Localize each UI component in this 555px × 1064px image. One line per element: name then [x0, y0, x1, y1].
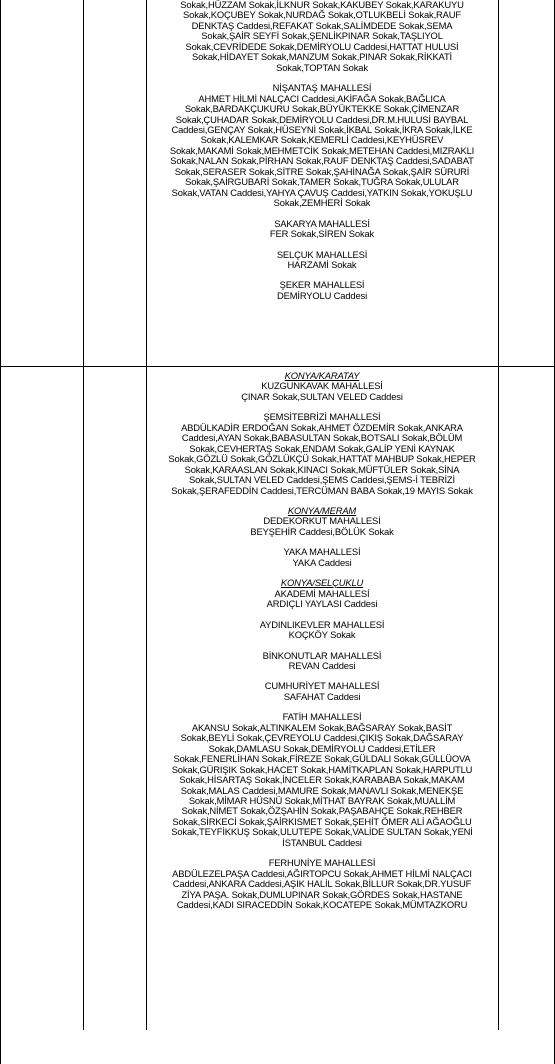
neighborhood-title: FATİH MAHALLESİ [282, 711, 362, 723]
street-list-line: DEMİRYOLU Caddesi [276, 289, 368, 301]
street-list-line: Sokak,NALAN Sokak,PİRHAN Sokak,RAUF DENKTAŞ Caddesi,SADABAT [170, 155, 474, 167]
neighborhood-block [146, 412, 498, 496]
street-list-line: Sokak,HİDAYET Sokak,MANZUM Sokak,PINAR Sokak,RİKKATİ [192, 51, 452, 63]
street-list-line: Sokak,ZEMHERİ Sokak [273, 197, 371, 209]
street-list-line: Sokak,HİSARTAŞ Sokak,İNCELER Sokak,KARABABA Sokak,MAKAM [179, 774, 465, 786]
street-list-line: Sokak,ÇUHADAR Sokak,DEMİRYOLU Caddesi,DR.M.HULUSİ BAYBAL [175, 113, 469, 125]
table-row-divider [0, 366, 555, 367]
street-list-line: Sokak,MALAS Caddesi,MAMURE Sokak,MANAVLI Sokak,MENEKŞE [180, 784, 464, 796]
street-list-line: DENKTAŞ Caddesi,REFAKAT Sokak,SALİMDEDE Sokak,SEMA [191, 19, 453, 31]
street-list-line: Sokak,GÜRIŞIK Sokak,HACET Sokak,HAMİTKAPLAN Sokak,HARPUTLU [171, 763, 473, 775]
street-list-line: Sokak,ŞAİR SEYFİ Sokak,ŞENLİKPINAR Sokak,TAŞLIYOL [201, 30, 443, 42]
neighborhood-block [146, 578, 498, 609]
neighborhood-block [146, 712, 498, 848]
neighborhood-block [146, 219, 498, 240]
street-list-line: Sokak,SERASER Sokak,SİTRE Sokak,ŞAHİNAĞA Sokak,ŞAİR SÜRURİ [174, 165, 470, 177]
street-list-line: YAKA Caddesi [292, 556, 352, 568]
neighborhood-block [146, 0, 498, 73]
street-list-line: ÇINAR Sokak,SULTAN VELED Caddesi [241, 390, 403, 402]
street-list-line: Sokak,VATAN Caddesi,YAHYA ÇAVUŞ Caddesi,YATKIN Sokak,YOKUŞLU [171, 186, 473, 198]
neighborhood-block [146, 651, 498, 672]
street-list-line: Sokak,MİMAR HÜSNÜ Sokak,MİTHAT BAYRAK Sokak,MUALLİM [188, 794, 456, 806]
neighborhood-block [146, 250, 498, 271]
street-list-line: Caddesi,ANKARA Caddesi,AŞIK HALİL Sokak,BİLLUR Sokak,DR.YUSUF [172, 878, 472, 890]
street-list-line: Sokak,BARDAKÇUKURU Sokak,BÜYÜKTEKKE Sokak,ÇİMENZAR [184, 103, 460, 115]
neighborhood-title: NİŞANTAŞ MAHALLESİ [272, 82, 372, 94]
neighborhood-title: SELÇUK MAHALLESİ [276, 248, 368, 260]
street-list-line: Sokak,NİMET Sokak,ÖZŞAHİN Sokak,PAŞABAHÇE Sokak,REHBER [181, 805, 463, 817]
district-heading: KONYA/MERAM [287, 504, 357, 516]
street-list-line: ABDÜLKADİR ERDOĞAN Sokak,AHMET ÖZDEMİR Sokak,ANKARA [181, 421, 463, 433]
district-heading: KONYA/SELÇUKLU [280, 577, 364, 589]
street-list-line: AKANSU Sokak,ALTINKALEM Sokak,BAĞSARAY Sokak,BASİT [191, 721, 453, 733]
street-list-line: ZİYA PAŞA. Sokak,DUMLUPINAR Sokak,GÖRDES Sokak,HASTANE [181, 888, 463, 900]
neighborhood-title: AYDINLIKEVLER MAHALLESİ [259, 618, 385, 630]
street-list-line: FER Sokak,SİREN Sokak [269, 228, 375, 240]
street-list-line: Caddesi,AYAN Sokak,BABASULTAN Sokak,BOTSALI Sokak,BÖLÜM [181, 432, 463, 444]
street-list-line: AHMET HİLMİ NALÇACI Caddesi,AKİFAĞA Sokak,BAĞLICA [198, 92, 446, 104]
street-list-line: Caddesi,GENÇAY Sokak,HÜSEYNİ Sokak,İKBAL Sokak,İKRA Sokak,İLKE [171, 123, 473, 135]
neighborhood-block [146, 371, 498, 402]
street-list-line: Caddesi,KADI SIRACEDDİN Sokak,KOCATEPE Sokak,MÜMTAZKORU [176, 899, 468, 911]
neighborhood-block [146, 681, 498, 702]
neighborhood-title: AKADEMİ MAHALLESİ [274, 587, 370, 599]
neighborhood-title: SAKARYA MAHALLESİ [274, 217, 370, 229]
table-border-col1 [83, 0, 84, 1030]
neighborhood-block [146, 620, 498, 641]
street-list-line: BEYŞEHİR Caddesi,BÖLÜK Sokak [250, 525, 394, 537]
street-list-line: Sokak,KALEMKAR Sokak,KEMERLİ Caddesi,KEYHÜSREV [200, 134, 444, 146]
street-list-line: Sokak,MAKAMİ Sokak,MEHMETCİK Sokak,METEHAN Caddesi,MIZRAKLI [169, 144, 475, 156]
street-list-line: Sokak,SULTAN VELED Caddesi,ŞEMS Caddesi,ŞEMS-İ TEBRİZİ [189, 474, 455, 486]
neighborhood-title: KUZGUNKAVAK MAHALLESİ [261, 380, 383, 392]
table-border-left [0, 0, 1, 1064]
neighborhood-block [146, 83, 498, 208]
neighborhood-title: DEDEKORKUT MAHALLESİ [263, 515, 381, 527]
neighborhood-title: BİNKONUTLAR MAHALLESİ [262, 649, 382, 661]
neighborhood-block [146, 858, 498, 910]
street-list-line: REVAN Caddesi [288, 659, 356, 671]
neighborhood-title: FERHUNİYE MAHALLESİ [268, 857, 376, 869]
street-list-line: Sokak,FENERLİHAN Sokak,FİREZE Sokak,GÜLDALI Sokak,GÜLLÜOVA [173, 753, 471, 765]
address-cell-bottom [146, 371, 498, 920]
street-list-line: Sokak,TOPTAN Sokak [276, 61, 368, 73]
street-list-line: Sokak,GÖZLÜ Sokak,GÖZLÜKÇÜ Sokak,HATTAT MAHBUP Sokak,HEPER [168, 453, 476, 465]
neighborhood-block [146, 506, 498, 537]
street-list-line: İSTANBUL Caddesi [282, 836, 362, 848]
neighborhood-title: CUMHURİYET MAHALLESİ [264, 680, 380, 692]
street-list-line: KOÇKÖY Sokak [288, 629, 356, 641]
address-cell-top [146, 0, 498, 311]
neighborhood-block [146, 547, 498, 568]
street-list-line: Sokak,DAMLASU Sokak,DEMİRYOLU Caddesi,ETİLER [208, 742, 436, 754]
street-list-line: Sokak,SİRKECİ Sokak,ŞAİRKISMET Sokak,ŞEHİT ÖMER ALİ AĞAOĞLU [172, 815, 472, 827]
street-list-line: Sokak,KARAASLAN Sokak,KINACI Sokak,MÜFTÜLER Sokak,SİNA [184, 463, 460, 475]
street-list-line: ABDÜLEZELPAŞA Caddesi,AĞIRTOPCU Sokak,AHMET HİLMİ NALÇACI [172, 867, 472, 879]
street-list-line: Sokak,CEVHERTAŞ Sokak,ENDAM Sokak,GALİP YENİ KAYNAK [189, 442, 455, 454]
street-list-line: Sokak,KOÇUBEY Sokak,NURDAĞ Sokak,OTLUKBELİ Sokak,RAUF [183, 9, 461, 21]
neighborhood-title: ŞEKER MAHALLESİ [279, 279, 365, 291]
street-list-line: Sokak,ŞERAFEDDİN Caddesi,TERCÜMAN BABA Sokak,19 MAYIS Sokak [171, 484, 473, 496]
neighborhood-block [146, 280, 498, 301]
street-list-line: Sokak,ŞAİRGUBARİ Sokak,TAMER Sokak,TUĞRA Sokak,ULULAR [185, 176, 459, 188]
district-heading: KONYA/KARATAY [284, 370, 360, 381]
street-list-line: Sokak,TEYFİKKUŞ Sokak,ULUTEPE Sokak,VALİDE SULTAN Sokak,YENİ [171, 826, 473, 838]
street-list-line: Sokak,BEYLİ Sokak,ÇEVREYOLU Caddesi,ÇIKIŞ Sokak,DAĞSARAY [180, 732, 464, 744]
table-border-col3 [498, 0, 499, 1030]
neighborhood-title: YAKA MAHALLESİ [283, 546, 361, 558]
neighborhood-title: ŞEMSİTEBRİZİ MAHALLESİ [263, 411, 381, 423]
street-list-line: SAFAHAT Caddesi [283, 690, 361, 702]
street-list-line: Sokak,CEVRİDEDE Sokak,DEMİRYOLU Caddesi,HATTAT HULUSİ [185, 40, 459, 52]
street-list-line: HARZAMİ Sokak [287, 258, 357, 270]
street-list-line: Sokak,HÜZZAM Sokak,İLKNUR Sokak,KAKUBEY Sokak,KARAKUYU [180, 0, 464, 10]
street-list-line: ARDIÇLI YAYLASI Caddesi [266, 598, 378, 610]
